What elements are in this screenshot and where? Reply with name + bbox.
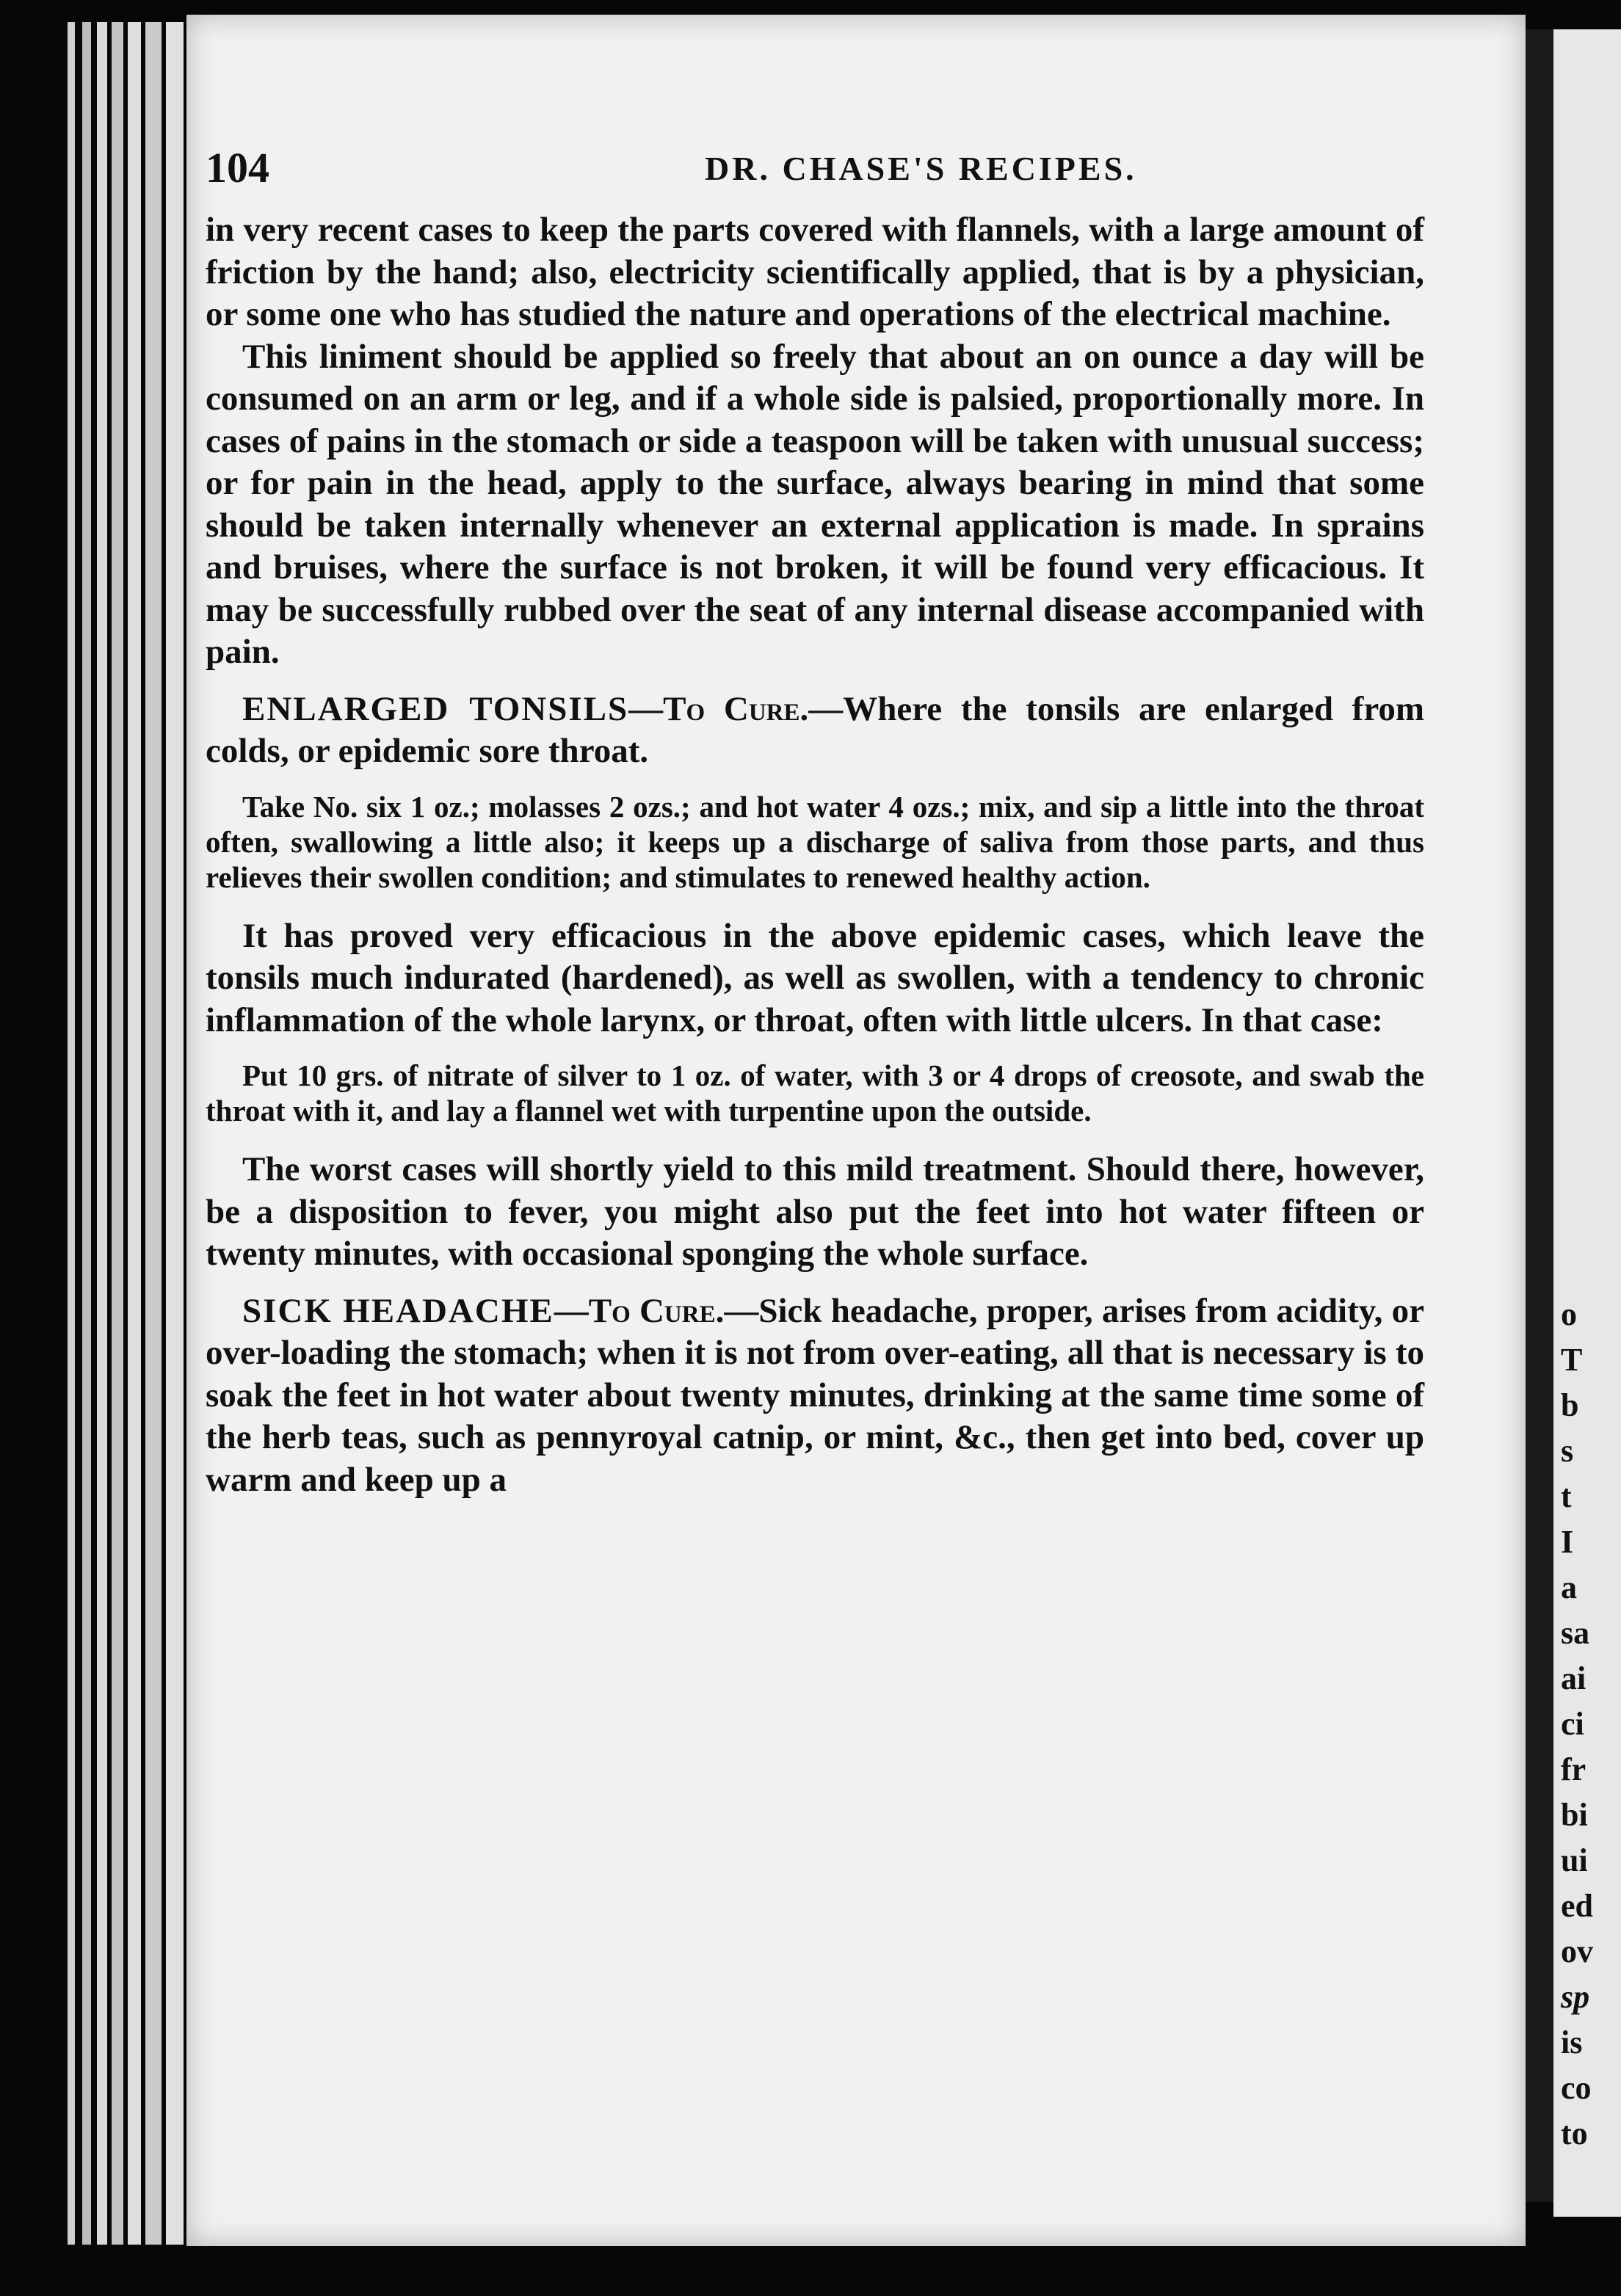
fragment-text: T (1561, 1342, 1583, 1378)
page-edge (68, 22, 75, 2245)
fragment-text: fr (1561, 1751, 1586, 1787)
section-enlarged-tonsils (206, 689, 1424, 773)
section-sick-headache (206, 1290, 1424, 1502)
fragment-text: s (1561, 1433, 1574, 1469)
fragment-text: is (1561, 2024, 1583, 2060)
page-edge (145, 22, 162, 2245)
fragment-text: ov (1561, 1933, 1593, 1969)
fragment-text: b (1561, 1387, 1579, 1423)
section-heading: ENLARGED TONSILS (242, 689, 629, 728)
recipe-text: Take No. six 1 oz.; molasses 2 ozs.; and hot water 4 ozs.; mix, and sip a little into the throat often, swallowing a little also; it keeps up a discharge of saliva from those parts, and thus relieves their swollen condition; and stimulates to renewed healthy action. (206, 789, 1424, 894)
fragment-text: ui (1561, 1842, 1588, 1878)
page-edge (166, 22, 184, 2245)
page-edge (128, 22, 141, 2245)
adjacent-page-fragment (1553, 29, 1621, 2217)
fragment-text: ci (1561, 1706, 1584, 1742)
paragraph-efficacy: It has proved very efficacious in the above epidemic cases, which leave the tonsils much indurated (hardened), as well as swollen, with a tendency to chronic inflammation of the whole larynx, or throat, often with little ulcers. In that case: (206, 916, 1424, 1039)
running-title: DR. CHASE'S RECIPES. (705, 150, 1137, 187)
section-subheading: —To Cure.— (628, 689, 844, 728)
fragment-text: ai (1561, 1660, 1586, 1696)
fragment-text: co (1561, 2070, 1592, 2106)
recipe-text: Put 10 grs. of nitrate of silver to 1 oz. of water, with 3 or 4 drops of creosote, and swab the throat with it, and lay a flannel wet with turpentine upon the outside. (206, 1058, 1424, 1127)
fragment-text: sp (1561, 1979, 1590, 2015)
paragraph-liniment: This liniment should be applied so freely that about an on ounce a day will be consumed on an arm or leg, and if a whole side is palsied, proportionally more. In cases of pains in the stomach or side a teaspoon will be taken with unusual success; or for pain in the head, apply to the surface, always bearing in mind that some should be taken internally whenever an external application is made. In sprains and bruises, where the surface is not broken, it will be found very efficacious. It may be successfully rubbed over the seat of any internal disease accompanied with pain. (206, 337, 1424, 671)
page-number: 104 (206, 144, 269, 192)
page-content (206, 143, 1424, 1501)
book-gutter (1526, 29, 1553, 2202)
paragraph-treatment: The worst cases will shortly yield to this mild treatment. Should there, however, be a disposition to fever, you might also put the feet into hot water fifteen or twenty minutes, with occasional sponging the whole surface. (206, 1150, 1424, 1273)
section-intro: Where the tonsils are enlarged from colds, or epidemic sore throat. (206, 689, 1424, 770)
page-edge (112, 22, 123, 2245)
section-text: Sick headache, proper, arises from acidity, or over-loading the stomach; when it is not from over-eating, all that is necessary is to soak the feet in hot water about twenty minutes, drinking at the same time some of the herb teas, such as pennyroyal catnip, or mint, &c., then get into bed, cover up warm and keep up a (206, 1291, 1424, 1499)
fragment-text: bi (1561, 1797, 1588, 1833)
fragment-text: sa (1561, 1615, 1590, 1651)
page-edge (97, 22, 107, 2245)
fragment-text: ed (1561, 1888, 1593, 1924)
fragment-text: to (1561, 2115, 1588, 2151)
section-heading: SICK HEADACHE (242, 1291, 554, 1330)
fragment-text: a (1561, 1569, 1577, 1605)
fragment-text: t (1561, 1478, 1572, 1514)
section-subheading: —To Cure.— (554, 1291, 759, 1330)
page-edge (82, 22, 91, 2245)
page-header (206, 143, 1424, 209)
fragment-text: o (1561, 1296, 1577, 1332)
fragment-text: I (1561, 1524, 1574, 1560)
paragraph-continuation: in very recent cases to keep the parts covered with flannels, with a large amount of friction by the hand; also, electricity scientifically applied, that is by a physician, or some one who has studied the nature and operations of the electrical machine. (206, 211, 1424, 333)
